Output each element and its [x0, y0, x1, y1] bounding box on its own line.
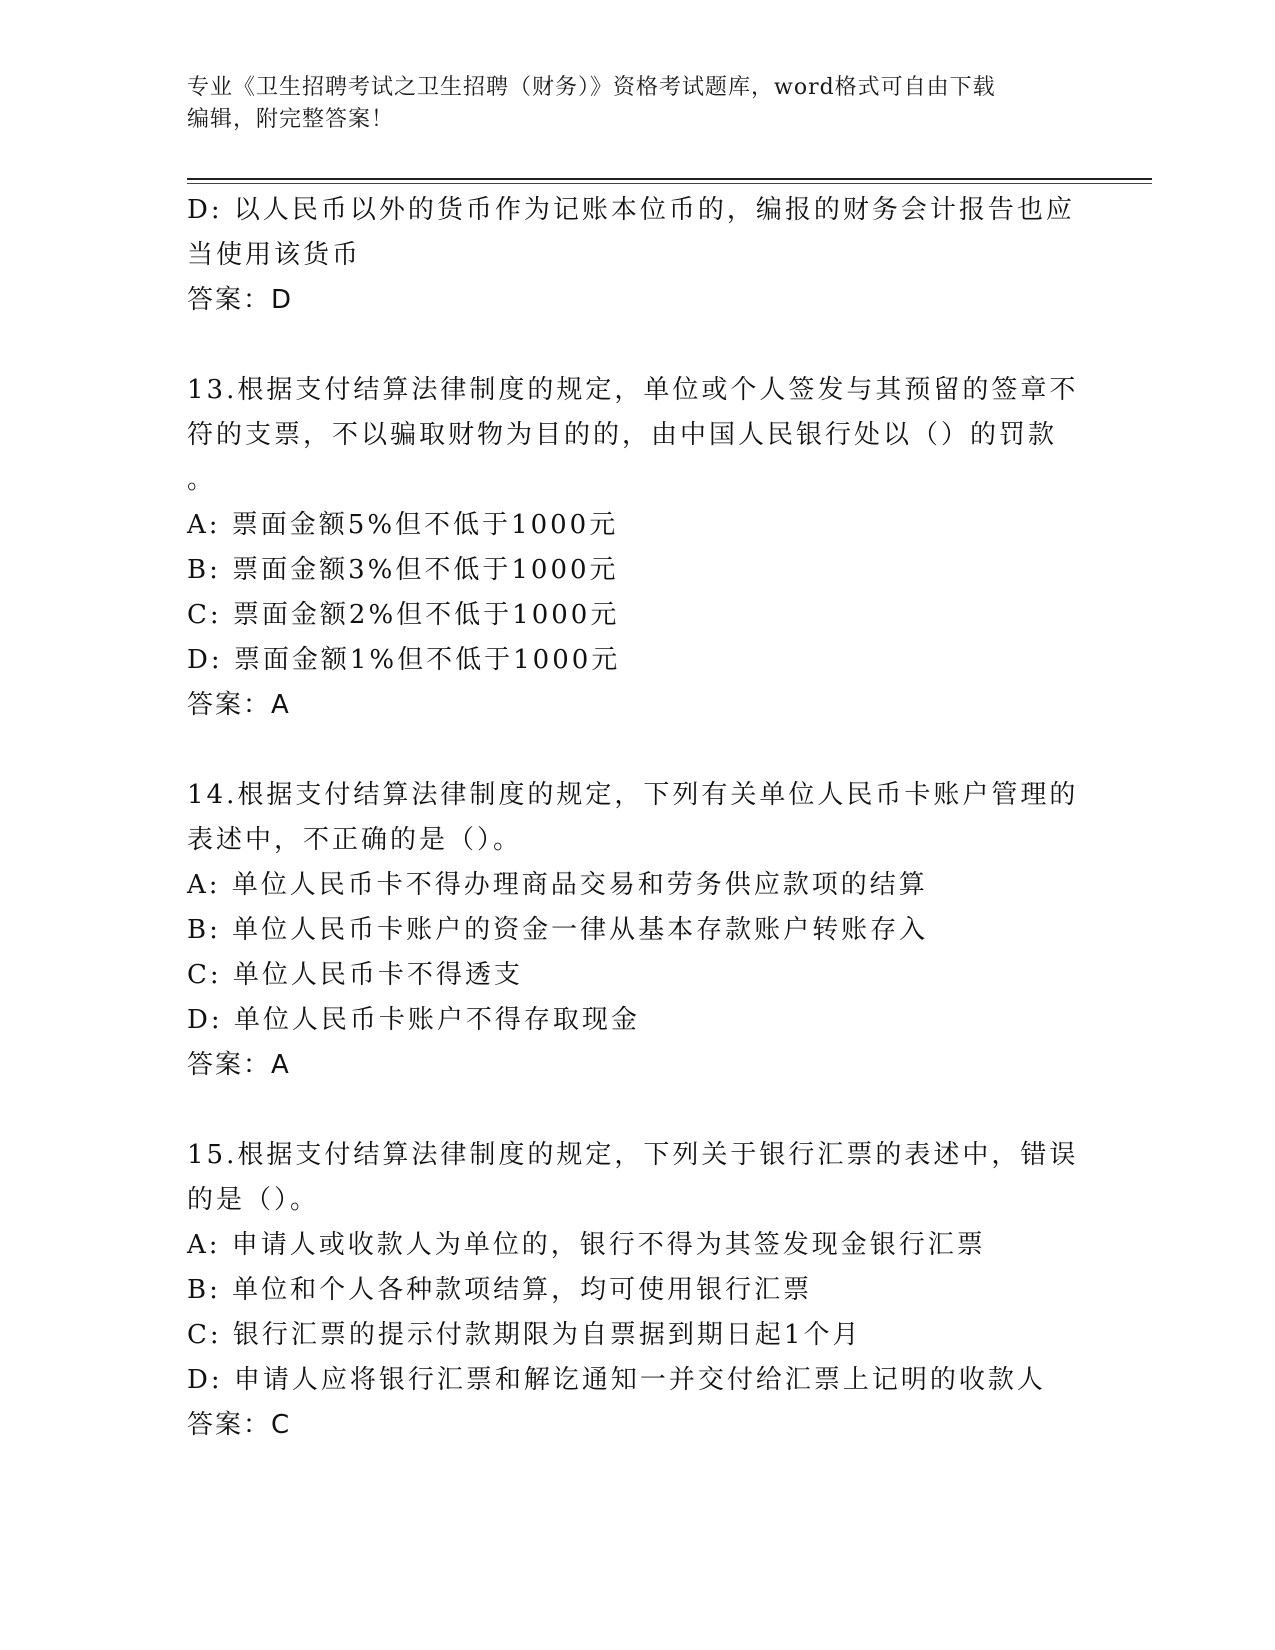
header-title-line-2: 编辑，附完整答案！ [187, 107, 395, 132]
option-d: D: 票面金额1%但不低于1000元 [187, 645, 621, 675]
spacer [187, 1088, 1087, 1133]
page-header [187, 72, 1087, 136]
option-c: C: 银行汇票的提示付款期限为自票据到期日起1个月 [187, 1320, 862, 1350]
option-c: C: 票面金额2%但不低于1000元 [187, 600, 620, 630]
answer-line: 答案：A [187, 690, 291, 720]
answer-line: 答案：A [187, 1050, 291, 1080]
option-a: A: 申请人或收款人为单位的，银行不得为其签发现金银行汇票 [187, 1230, 986, 1260]
spacer [187, 323, 1087, 368]
header-divider-thin [187, 183, 1152, 184]
option-c: C: 单位人民币卡不得透支 [187, 960, 523, 990]
option-a: A: 单位人民币卡不得办理商品交易和劳务供应款项的结算 [187, 870, 928, 900]
option-b: B: 票面金额3%但不低于1000元 [187, 555, 619, 585]
question-15 [187, 1133, 1087, 1448]
question-14 [187, 773, 1087, 1088]
option-b: B: 单位和个人各种款项结算，均可使用银行汇票 [187, 1275, 813, 1305]
header-divider-thick [187, 178, 1152, 180]
question-stem-line-2: 符的支票，不以骗取财物为目的的，由中国人民银行处以（）的罚款 [187, 420, 1058, 450]
option-d: D: 单位人民币卡账户不得存取现金 [187, 1005, 640, 1035]
question-stem-line-1: 14.根据支付结算法律制度的规定，下列有关单位人民币卡账户管理的 [187, 780, 1079, 810]
option-d: D: 申请人应将银行汇票和解讫通知一并交付给汇票上记明的收款人 [187, 1365, 1046, 1395]
header-title-line-1: 专业《卫生招聘考试之卫生招聘（财务）》资格考试题库，word格式可自由下载 [187, 75, 996, 100]
question-stem-line-2: 的是（）。 [187, 1185, 320, 1215]
option-b: B: 单位人民币卡账户的资金一律从基本存款账户转账存入 [187, 915, 929, 945]
question-13 [187, 368, 1087, 728]
answer-line: 答案：C [187, 1410, 292, 1440]
option-a: A: 票面金额5%但不低于1000元 [187, 510, 619, 540]
question-stem-line-3: 。 [187, 465, 217, 495]
spacer [187, 728, 1087, 773]
option-d-line-2: 当使用该货币 [187, 240, 362, 270]
question-stem-line-1: 15.根据支付结算法律制度的规定，下列关于银行汇票的表述中，错误 [187, 1140, 1079, 1170]
answer-line: 答案：D [187, 285, 294, 315]
question-stem-line-1: 13.根据支付结算法律制度的规定，单位或个人签发与其预留的签章不 [187, 375, 1079, 405]
option-d-line-1: D: 以人民币以外的货币作为记账本位币的，编报的财务会计报告也应 [187, 195, 1075, 225]
question-stem-line-2: 表述中，不正确的是（）。 [187, 825, 523, 855]
question-12-tail [187, 188, 1087, 323]
document-body [187, 188, 1087, 1448]
